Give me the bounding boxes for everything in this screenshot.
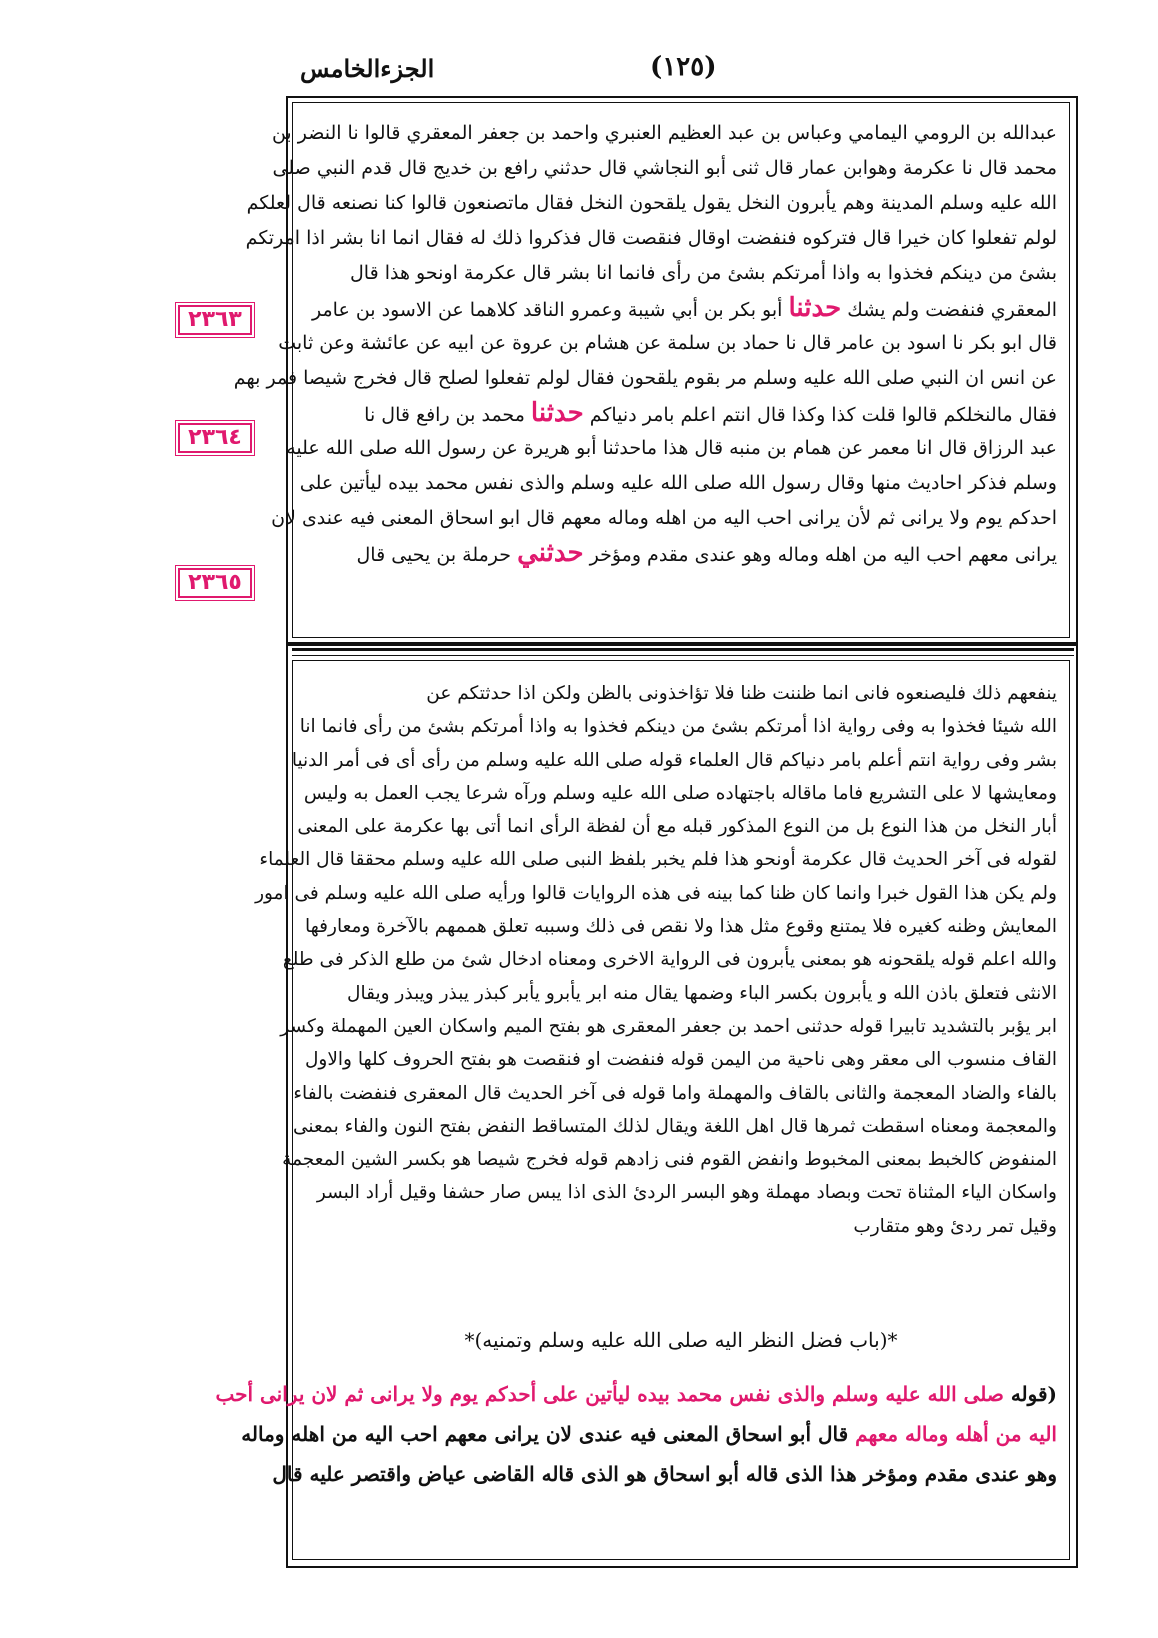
text-line: عن انس ان النبي صلى الله عليه وسلم مر بقوم يلقحون فقال لولم تفعلوا لصلح قال فخرج شيصا فمر بهم xyxy=(233,367,1057,389)
text-span: المعقري فنفضت ولم يشك xyxy=(847,299,1057,321)
text-line: ابر يؤبر بالتشديد تابيرا قوله حدثنى احمد بن جعفر المعقرى هو بفتح الميم واسكان العين المهملة وكسر xyxy=(280,1015,1057,1037)
text-line: ولم يكن هذا القول خبرا وانما كان ظنا كما بينه فى هذه الروايات قالوا ورأيه صلى الله عليه وسلم فى امور xyxy=(255,882,1057,904)
text-line: عبد الرزاق قال انا معمر عن همام بن منبه قال هذا ماحدثنا أبو هريرة عن رسول الله صلى الله عليه xyxy=(286,437,1057,459)
narration-marker: حدثني xyxy=(517,538,584,568)
text-line: وقيل تمر ردئ وهو متقارب xyxy=(853,1215,1057,1237)
narration-marker: حدثنا xyxy=(788,293,842,323)
text-line: الله عليه وسلم المدينة وهم يأبرون النخل يقول يلقحون النخل فقال ماتصنعون قالوا كنا نصنعه قال لعلكم xyxy=(246,192,1057,214)
text-line: وسلم فذكر احاديث منها وقال رسول الله صلى الله عليه وسلم والذى نفس محمد بيده ليأتين على xyxy=(299,472,1057,494)
frame-divider xyxy=(292,648,1074,651)
text-line: القاف منسوب الى معقر وهى ناحية من اليمن قوله فنفضت او فنقصت هو بفتح الحروف كلها والاول xyxy=(304,1049,1057,1071)
chapter-heading: *(باب فضل النظر اليه صلى الله عليه وسلم وتمنيه)* xyxy=(464,1328,898,1352)
text-line: واسكان الياء المثناة تحت وبصاد مهملة وهو البسر الردئ الذى اذا يبس صار حشفا وقيل أراد البسر xyxy=(316,1182,1057,1204)
part-title: الجزءالخامس xyxy=(300,54,435,83)
narration-marker: حدثنا xyxy=(530,398,584,428)
text-span: حرملة بن يحيى قال xyxy=(356,544,512,566)
chapter-commentary xyxy=(215,1374,1057,1494)
text-span: فقال مالنخلكم قالوا قلت كذا وكذا قال انتم اعلم بامر دنياكم xyxy=(589,404,1057,426)
commentary-opening: (قوله xyxy=(1010,1382,1057,1406)
text-line: أبار النخل من هذا النوع بل من النوع المذكور قبله مع أن لفظة الرأى انما أتى بها عكرمة على المعنى xyxy=(297,816,1057,838)
text-line xyxy=(305,291,1057,326)
text-line: بشئ من دينكم فخذوا به واذا أمرتكم بشئ من رأى فانما انا بشر قال عكرمة اونحو هذا قال xyxy=(350,262,1057,284)
text-line: الله شيئا فخذوا به وفى رواية اذا أمرتكم بشئ من دينكم فخذوا به واذا أمرتكم بشئ من رأى فانما انا xyxy=(299,716,1057,738)
text-line: والله اعلم قوله يلقحونه هو بمعنى يأبرون فى الرواية الاخرى ومعناه ادخال شئ من طلع الذكر فى طلع xyxy=(282,949,1057,971)
text-line xyxy=(305,396,1057,431)
text-line: والمعجمة ومعناه اسقطت ثمرها قال اهل اللغة ويقال لذلك المتساقط النفض بفتح النون والفاء بمعنى xyxy=(292,1115,1057,1137)
page-number: (١٢٥) xyxy=(650,52,717,82)
text-line: محمد قال نا عكرمة وهوابن عمار قال ثنى أبو النجاشي قال حدثني رافع بن خديج قال قدم النبي صلى xyxy=(272,157,1057,179)
hadith-text xyxy=(233,116,1057,571)
text-span: يرانى معهم احب اليه من اهله وماله وهو عندى مقدم ومؤخر xyxy=(589,544,1057,566)
quoted-hadith: صلى الله عليه وسلم والذى نفس محمد بيده ليأتين على أحدكم يوم ولا يرانى ثم لان يرانى أحب xyxy=(215,1382,1004,1406)
text-line: بشر وفى رواية انتم أعلم بامر دنياكم قال العلماء قوله صلى الله عليه وسلم من رأى أى فى أمر الدنيا xyxy=(291,749,1057,771)
frame-divider-thin xyxy=(292,655,1074,656)
text-line: لولم تفعلوا كان خيرا قال فتركوه فنفضت اوقال فنقصت قال فذكروا ذلك له فقال انما انا بشر اذا امرتكم xyxy=(245,227,1057,249)
text-line xyxy=(215,1374,1057,1414)
commentary-text xyxy=(255,677,1057,1243)
page-header xyxy=(0,48,1158,88)
text-line: ينفعهم ذلك فليصنعوه فانى انما ظننت ظنا فلا تؤاخذونى بالظن ولكن اذا حدثتكم عن xyxy=(426,683,1057,704)
hadith-number-badge: ٢٣٦٥ xyxy=(178,568,252,598)
text-line xyxy=(241,1414,1057,1454)
text-span: قال أبو اسحاق المعنى فيه عندى لان يرانى معهم احب اليه من اهله وماله xyxy=(241,1422,849,1446)
text-span: أبو بكر بن أبي شيبة وعمرو الناقد كلاهما عن الاسود بن عامر xyxy=(312,299,783,321)
text-line: لقوله فى آخر الحديث قال عكرمة أونحو هذا فلم يخبر بلفظ النبى صلى الله عليه وسلم محققا قال العلماء xyxy=(259,849,1057,871)
text-span: محمد بن رافع قال نا xyxy=(364,404,525,426)
text-line: قال ابو بكر نا اسود بن عامر قال نا حماد بن سلمة عن هشام بن عروة عن ابيه عن عائشة وعن ثابت xyxy=(278,332,1057,354)
text-line: ومعايشها لا على التشريع فاما ماقاله باجتهاده صلى الله عليه وسلم ورآه شرعا يجب العمل به وليس xyxy=(303,782,1057,804)
text-line: المعايش وظنه كغيره فلا يمتنع وقوع مثل هذا ولا نقص فى ذلك وسببه تعلق هممهم بالآخرة ومعارفها xyxy=(305,916,1057,938)
text-line: وهو عندى مقدم ومؤخر هذا الذى قاله أبو اسحاق هو الذى قاله القاضى عياض واقتصر عليه قال xyxy=(272,1462,1057,1486)
text-line: عبدالله بن الرومي اليمامي وعباس بن عبد العظيم العنبري واحمد بن جعفر المعقري قالوا نا النضر بن xyxy=(271,122,1057,144)
text-line: المنفوض كالخبط بمعنى المخبوط وانفض القوم فنى زادهم قوله فخرج شيصا هو بكسر الشين المعجمة xyxy=(282,1149,1057,1171)
text-line: احدكم يوم ولا يرانى ثم لأن يرانى احب اليه من اهله وماله معهم قال ابو اسحاق المعنى فيه عندى لان xyxy=(271,507,1057,529)
hadith-number-badge: ٢٣٦٤ xyxy=(178,423,252,453)
hadith-number-badge: ٢٣٦٣ xyxy=(178,305,252,335)
text-line xyxy=(305,536,1057,571)
quoted-hadith: اليه من أهله وماله معهم xyxy=(855,1422,1057,1446)
text-line: بالفاء والضاد المعجمة والثانى بالقاف والمهملة واما قوله فى آخر الحديث قال المعقرى فنفضت بالفاء xyxy=(293,1082,1057,1104)
text-line: الانثى فتعلق باذن الله و يأبرون بكسر الباء وضمها يقال منه ابر يأبرو يأبر كبذر يبذر ويبذر ويقال xyxy=(347,982,1057,1004)
